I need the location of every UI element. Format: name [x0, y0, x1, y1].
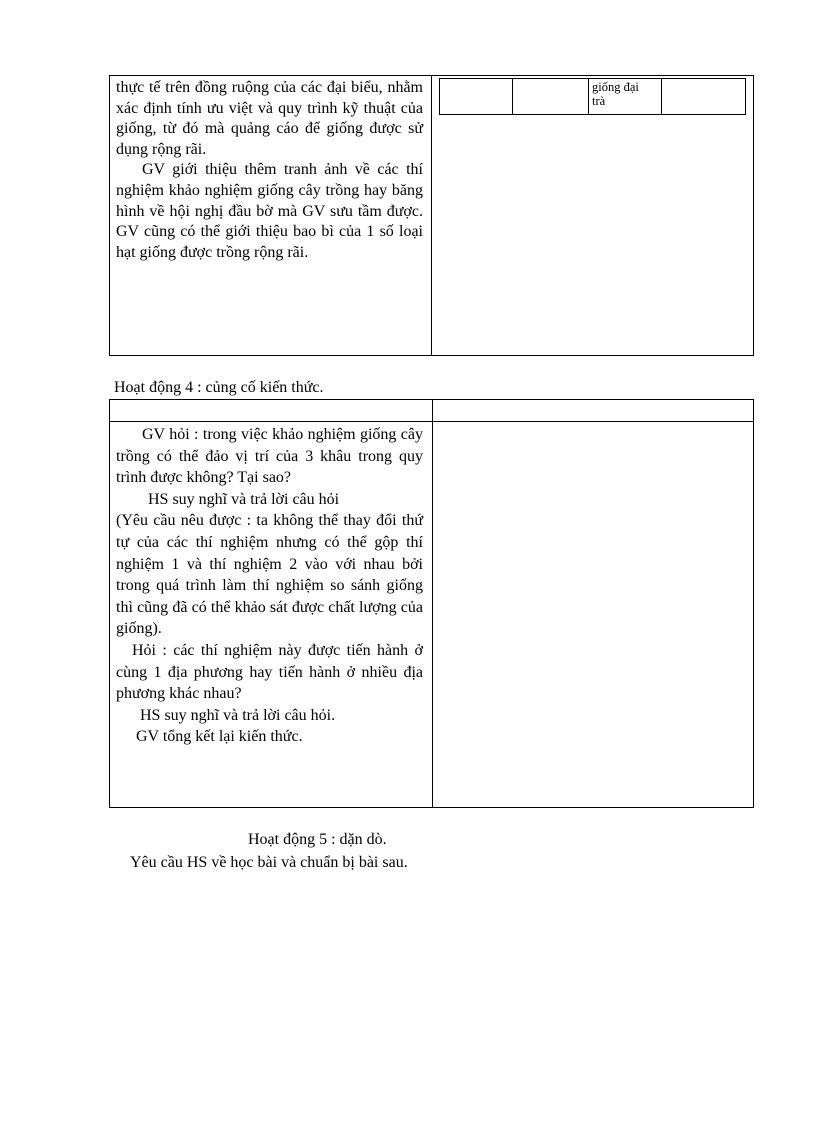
activity5-text: Yêu cầu HS về học bài và chuẩn bị bài sau.	[130, 854, 408, 871]
header-row-divider	[110, 421, 753, 422]
column-divider	[432, 400, 433, 807]
inner-table	[439, 78, 746, 115]
activity4-paragraph: GV hỏi : trong việc khảo nghiệm giống cây trồng có thể đảo vị trí của 3 khâu trong quy trình được không? Tại sao?	[116, 426, 423, 487]
inner-cell	[513, 79, 589, 114]
activity3-left-cell	[110, 76, 432, 355]
activity5-heading: Hoạt động 5 : dặn dò.	[248, 831, 387, 848]
activity4-paragraph: HS suy nghĩ và trả lời câu hỏi.	[140, 706, 336, 724]
activity3-table	[109, 75, 754, 356]
activity4-paragraph: GV tổng kết lại kiến thức.	[136, 728, 303, 746]
inner-cell	[662, 79, 745, 114]
activity4-table	[109, 399, 754, 808]
inner-cell	[440, 79, 513, 114]
activity4-paragraph: (Yêu cầu nêu được : ta không thể thay đổi thứ tự của các thí nghiệm nhưng có thể gộp thí nghiệm 1 và thí nghiệm 2 vào với nhau bởi trong quá trình làm thí nghiệm so sánh giống thì cũng đã có thể khảo sát được chất lượng của giống).	[116, 512, 423, 638]
activity4-left-cell	[116, 424, 423, 748]
activity3-paragraph: GV giới thiệu thêm tranh ảnh về các thí nghiệm khảo nghiệm giống cây trồng hay băng hình về hội nghị đầu bờ mà GV sưu tầm được. GV cũng có thể giới thiệu bao bì của 1 số loại hạt giống được trồng rộng rãi.	[116, 161, 423, 261]
activity4-paragraph: HS suy nghĩ và trả lời câu hỏi	[148, 490, 340, 508]
activity4-paragraph: Hỏi : các thí nghiệm này được tiến hành ở cùng 1 địa phương hay tiến hành ở nhiều địa phương khác nhau?	[116, 641, 423, 703]
activity3-paragraph: thực tế trên đồng ruộng của các đại biểu, nhằm xác định tính ưu việt và quy trình kỹ thuật của giống, từ đó mà quảng cáo để giống được sử dụng rộng rãi.	[116, 79, 423, 158]
inner-cell: giống đại trà	[589, 79, 662, 114]
activity4-heading: Hoạt động 4 : củng cố kiến thức.	[114, 379, 324, 396]
